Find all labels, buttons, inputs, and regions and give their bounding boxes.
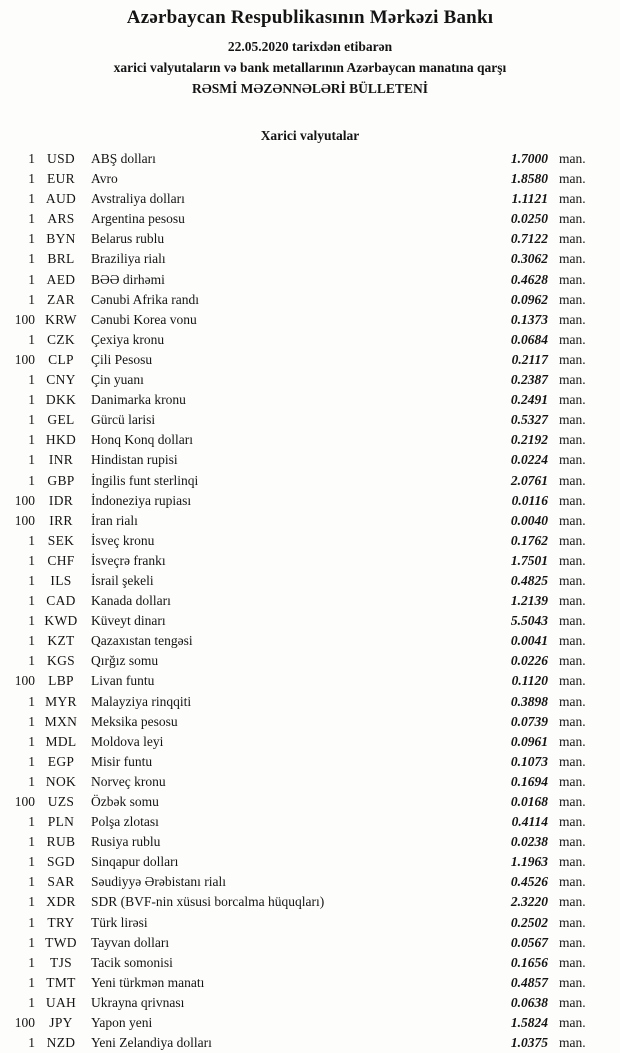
currency-name-cell: ABŞ dolları — [91, 151, 156, 166]
rate-value-cell: 0.1073 — [510, 753, 548, 769]
unit-label-cell: man. — [559, 974, 586, 990]
currency-name-cell: Çin yuanı — [91, 372, 144, 388]
unit-label-cell: man. — [559, 713, 586, 729]
unit-label-cell: man. — [559, 894, 586, 910]
currency-code-cell: LBP — [48, 673, 74, 689]
rate-value-cell: 0.0962 — [510, 291, 548, 307]
currency-code-cell: SEK — [47, 532, 75, 548]
unit-label-cell: man. — [559, 412, 586, 428]
currency-code-cell: NZD — [46, 1035, 76, 1051]
bank-title: Azərbaycan Respublikasının Mərkəzi Bankı — [126, 7, 494, 28]
rate-value-cell: 1.7501 — [510, 552, 548, 568]
quantity-cell: 1 — [28, 572, 35, 588]
currency-name-cell: Səudiyyə Ərəbistanı rialı — [91, 874, 226, 890]
quantity-cell: 1 — [28, 171, 35, 187]
quantity-cell: 1 — [28, 372, 35, 388]
unit-label-cell: man. — [559, 613, 586, 629]
currency-name-cell: Danimarka kronu — [91, 392, 186, 408]
currency-code-cell: MYR — [45, 693, 77, 709]
currency-name-cell: Çexiya kronu — [91, 331, 165, 347]
unit-label-cell: man. — [559, 593, 586, 609]
table-row — [0, 591, 620, 611]
currency-name-cell: Küveyt dinarı — [91, 613, 166, 629]
currency-code-cell: CZK — [47, 331, 75, 347]
quantity-cell: 1 — [28, 713, 35, 729]
section-title-foreign-currencies: Xarici valyutalar — [260, 128, 360, 143]
quantity-cell: 1 — [28, 392, 35, 408]
quantity-cell: 100 — [14, 1015, 35, 1031]
table-row — [0, 933, 620, 953]
unit-label-cell: man. — [559, 512, 586, 528]
unit-label-cell: man. — [559, 432, 586, 448]
currency-name-cell: Avstraliya dolları — [91, 191, 185, 207]
currency-code-cell: BRL — [47, 251, 75, 267]
rate-value-cell: 0.4526 — [510, 874, 548, 890]
table-row — [0, 651, 620, 671]
currency-name-cell: İndoneziya rupiası — [91, 492, 192, 508]
currency-code-cell: TMT — [46, 974, 76, 990]
currency-code-cell: AUD — [45, 191, 77, 207]
unit-label-cell: man. — [559, 291, 586, 307]
currency-code-cell: DKK — [45, 392, 77, 408]
currency-name-cell: Çili Pesosu — [91, 351, 153, 367]
currency-code-cell: CLP — [48, 351, 74, 367]
quantity-cell: 1 — [28, 854, 35, 870]
rate-value-cell: 1.0375 — [510, 1035, 548, 1051]
table-row — [0, 249, 620, 269]
unit-label-cell: man. — [559, 271, 586, 287]
unit-label-cell: man. — [559, 251, 586, 267]
table-row — [0, 491, 620, 511]
rate-value-cell: 0.2491 — [510, 392, 548, 408]
currency-name-cell: Hindistan rupisi — [91, 452, 178, 468]
table-row — [0, 993, 620, 1013]
table-row — [0, 410, 620, 430]
quantity-cell: 1 — [28, 432, 35, 448]
quantity-cell: 1 — [28, 914, 35, 930]
currency-code-cell: GEL — [47, 412, 75, 428]
currency-code-cell: INR — [48, 452, 74, 468]
rate-value-cell: 0.0041 — [510, 633, 548, 649]
rate-value-cell: 0.0250 — [510, 211, 548, 227]
quantity-cell: 1 — [28, 472, 35, 488]
currency-name-cell: Norveç kronu — [91, 773, 166, 789]
table-row — [0, 732, 620, 752]
table-row — [0, 551, 620, 571]
rate-value-cell: 0.0224 — [510, 452, 548, 468]
unit-label-cell: man. — [559, 814, 586, 830]
quantity-cell: 1 — [28, 894, 35, 910]
currency-code-cell: CNY — [46, 372, 76, 388]
quantity-cell: 100 — [14, 794, 35, 809]
table-row — [0, 812, 620, 832]
table-row — [0, 872, 620, 892]
rate-value-cell: 1.1963 — [510, 854, 548, 870]
currency-name-cell: Yeni Zelandiya dolları — [91, 1035, 212, 1051]
currency-code-cell: ILS — [50, 572, 72, 588]
unit-label-cell: man. — [559, 372, 586, 388]
unit-label-cell: man. — [559, 452, 586, 468]
unit-label-cell: man. — [559, 151, 586, 166]
unit-label-cell: man. — [559, 954, 586, 970]
currency-name-cell: Polşa zlotası — [91, 814, 159, 830]
bulletin-title-line: RƏSMİ MƏZƏNNƏLƏRİ BÜLLETENİ — [192, 81, 428, 96]
currency-code-cell: TRY — [47, 914, 75, 930]
unit-label-cell: man. — [559, 673, 586, 689]
rate-value-cell: 0.3062 — [510, 251, 548, 267]
rate-value-cell: 0.2192 — [510, 432, 548, 448]
table-row — [0, 832, 620, 852]
unit-label-cell: man. — [559, 171, 586, 187]
rate-value-cell: 0.7122 — [510, 231, 548, 247]
table-row — [0, 390, 620, 410]
currency-name-cell: Cənubi Afrika randı — [91, 291, 199, 307]
table-row — [0, 792, 620, 812]
quantity-cell: 1 — [28, 613, 35, 629]
unit-label-cell: man. — [559, 572, 586, 588]
currency-code-cell: NOK — [45, 773, 77, 789]
quantity-cell: 1 — [28, 151, 35, 166]
rate-value-cell: 0.4628 — [510, 271, 548, 287]
currency-name-cell: Belarus rublu — [91, 231, 165, 247]
table-row — [0, 149, 620, 169]
currency-name-cell: İngilis funt sterlinqi — [91, 472, 199, 488]
quantity-cell: 1 — [28, 271, 35, 287]
currency-code-cell: RUB — [46, 834, 76, 850]
currency-name-cell: Cənubi Korea vonu — [91, 311, 197, 327]
exchange-rates-table — [0, 149, 620, 1053]
unit-label-cell: man. — [559, 472, 586, 488]
table-row — [0, 1013, 620, 1033]
currency-name-cell: Braziliya rialı — [91, 251, 166, 267]
table-row — [0, 611, 620, 631]
unit-label-cell: man. — [559, 794, 586, 809]
quantity-cell: 1 — [28, 211, 35, 227]
rate-value-cell: 2.3220 — [510, 894, 548, 910]
table-row — [0, 209, 620, 229]
quantity-cell: 1 — [28, 814, 35, 830]
rate-value-cell: 0.1120 — [511, 673, 548, 689]
rate-value-cell: 0.0226 — [510, 653, 548, 669]
currency-code-cell: BYN — [46, 231, 76, 247]
rate-value-cell: 0.1762 — [510, 532, 548, 548]
unit-label-cell: man. — [559, 934, 586, 950]
rate-value-cell: 0.0638 — [510, 994, 548, 1010]
quantity-cell: 1 — [28, 1035, 35, 1051]
currency-name-cell: Rusiya rublu — [91, 834, 161, 850]
rate-value-cell: 0.0238 — [510, 834, 548, 850]
table-row — [0, 169, 620, 189]
quantity-cell: 1 — [28, 753, 35, 769]
quantity-cell: 1 — [28, 331, 35, 347]
table-row — [0, 430, 620, 450]
currency-name-cell: İsveç kronu — [91, 532, 155, 548]
quantity-cell: 1 — [28, 934, 35, 950]
rate-value-cell: 0.4857 — [510, 974, 548, 990]
currency-name-cell: İran rialı — [91, 512, 138, 528]
rate-value-cell: 0.0684 — [510, 331, 548, 347]
currency-code-cell: ARS — [47, 211, 75, 227]
rate-value-cell: 1.7000 — [510, 151, 548, 166]
currency-code-cell: KWD — [44, 613, 78, 629]
currency-code-cell: KZT — [47, 633, 75, 649]
table-row — [0, 531, 620, 551]
currency-code-cell: TWD — [45, 934, 77, 950]
currency-code-cell: IDR — [48, 492, 74, 508]
currency-code-cell: GBP — [47, 472, 75, 488]
rate-value-cell: 0.0567 — [510, 934, 548, 950]
table-row — [0, 370, 620, 390]
table-row — [0, 892, 620, 912]
unit-label-cell: man. — [559, 1015, 586, 1031]
unit-label-cell: man. — [559, 211, 586, 227]
rate-value-cell: 0.0116 — [511, 492, 548, 508]
rate-value-cell: 1.2139 — [510, 593, 548, 609]
currency-name-cell: Meksika pesosu — [91, 713, 178, 729]
currency-code-cell: USD — [47, 151, 75, 166]
table-row — [0, 571, 620, 591]
table-row — [0, 692, 620, 712]
quantity-cell: 1 — [28, 452, 35, 468]
unit-label-cell: man. — [559, 994, 586, 1010]
table-row — [0, 270, 620, 290]
effective-date-line: 22.05.2020 tarixdən etibarən — [227, 39, 393, 54]
rate-value-cell: 0.4825 — [510, 572, 548, 588]
currency-code-cell: EGP — [47, 753, 75, 769]
unit-label-cell: man. — [559, 733, 586, 749]
table-row — [0, 290, 620, 310]
unit-label-cell: man. — [559, 653, 586, 669]
table-row — [0, 450, 620, 470]
quantity-cell: 1 — [28, 532, 35, 548]
currency-name-cell: Malayziya rinqqiti — [91, 693, 192, 709]
unit-label-cell: man. — [559, 874, 586, 890]
quantity-cell: 100 — [14, 512, 35, 528]
currency-name-cell: Özbək somu — [91, 794, 159, 809]
quantity-cell: 1 — [28, 834, 35, 850]
currency-code-cell: XDR — [46, 894, 76, 910]
rate-value-cell: 0.4114 — [511, 814, 548, 830]
currency-name-cell: Türk lirəsi — [91, 914, 148, 930]
quantity-cell: 1 — [28, 773, 35, 789]
unit-label-cell: man. — [559, 1035, 586, 1051]
currency-name-cell: Kanada dolları — [91, 593, 171, 609]
table-row — [0, 772, 620, 792]
currency-code-cell: MDL — [45, 733, 77, 749]
currency-name-cell: Moldova leyi — [91, 733, 164, 749]
quantity-cell: 1 — [28, 231, 35, 247]
table-row — [0, 189, 620, 209]
rate-value-cell: 1.5824 — [510, 1015, 548, 1031]
unit-label-cell: man. — [559, 633, 586, 649]
unit-label-cell: man. — [559, 693, 586, 709]
rate-value-cell: 0.1656 — [510, 954, 548, 970]
rate-value-cell: 0.0961 — [510, 733, 548, 749]
currency-code-cell: SGD — [47, 854, 75, 870]
quantity-cell: 100 — [14, 311, 35, 327]
table-row — [0, 973, 620, 993]
quantity-cell: 100 — [14, 492, 35, 508]
table-row — [0, 330, 620, 350]
table-row — [0, 712, 620, 732]
currency-name-cell: Sinqapur dolları — [91, 854, 179, 870]
rate-value-cell: 0.2502 — [510, 914, 548, 930]
currency-name-cell: Misir funtu — [91, 753, 153, 769]
table-row — [0, 752, 620, 772]
quantity-cell: 1 — [28, 251, 35, 267]
currency-name-cell: Argentina pesosu — [91, 211, 185, 227]
quantity-cell: 1 — [28, 994, 35, 1010]
quantity-cell: 100 — [14, 351, 35, 367]
quantity-cell: 1 — [28, 733, 35, 749]
currency-name-cell: Tacik somonisi — [91, 954, 173, 970]
table-row — [0, 229, 620, 249]
quantity-cell: 1 — [28, 552, 35, 568]
unit-label-cell: man. — [559, 231, 586, 247]
unit-label-cell: man. — [559, 311, 586, 327]
unit-label-cell: man. — [559, 532, 586, 548]
currency-code-cell: SAR — [47, 874, 75, 890]
currency-code-cell: ZAR — [47, 291, 75, 307]
currency-name-cell: İsrail şekeli — [91, 572, 154, 588]
currency-code-cell: CAD — [46, 593, 76, 609]
quantity-cell: 1 — [28, 954, 35, 970]
currency-code-cell: KGS — [47, 653, 75, 669]
currency-name-cell: BƏƏ dirhəmi — [91, 271, 165, 287]
currency-code-cell: IRR — [49, 512, 73, 528]
quantity-cell: 1 — [28, 974, 35, 990]
rate-value-cell: 1.1121 — [511, 191, 548, 207]
unit-label-cell: man. — [559, 492, 586, 508]
rate-value-cell: 0.5327 — [510, 412, 548, 428]
rate-value-cell: 0.1694 — [510, 773, 548, 789]
unit-label-cell: man. — [559, 914, 586, 930]
table-row — [0, 1033, 620, 1053]
unit-label-cell: man. — [559, 191, 586, 207]
currency-code-cell: HKD — [45, 432, 77, 448]
rate-value-cell: 1.8580 — [510, 171, 548, 187]
rate-value-cell: 5.5043 — [510, 613, 548, 629]
currency-code-cell: CHF — [47, 552, 75, 568]
currency-code-cell: UAH — [45, 994, 77, 1010]
subtitle-line: xarici valyutaların və bank metallarının Azərbaycan manatına qarşı — [113, 60, 507, 75]
unit-label-cell: man. — [559, 331, 586, 347]
unit-label-cell: man. — [559, 773, 586, 789]
quantity-cell: 100 — [14, 673, 35, 689]
table-row — [0, 671, 620, 691]
currency-code-cell: MXN — [44, 713, 78, 729]
rate-value-cell: 0.2117 — [511, 351, 548, 367]
quantity-cell: 1 — [28, 653, 35, 669]
unit-label-cell: man. — [559, 834, 586, 850]
table-row — [0, 913, 620, 933]
table-row — [0, 471, 620, 491]
currency-name-cell: Yeni türkmən manatı — [91, 974, 205, 990]
rate-value-cell: 0.1373 — [510, 311, 548, 327]
rate-value-cell: 0.3898 — [510, 693, 548, 709]
currency-name-cell: Gürcü larisi — [91, 412, 156, 428]
currency-name-cell: Livan funtu — [91, 673, 155, 689]
currency-code-cell: TJS — [50, 954, 72, 970]
quantity-cell: 1 — [28, 191, 35, 207]
quantity-cell: 1 — [28, 412, 35, 428]
currency-name-cell: Avro — [91, 171, 118, 187]
quantity-cell: 1 — [28, 693, 35, 709]
rate-value-cell: 0.2387 — [510, 372, 548, 388]
document-header — [0, 7, 620, 99]
quantity-cell: 1 — [28, 633, 35, 649]
table-row — [0, 852, 620, 872]
table-row — [0, 350, 620, 370]
currency-name-cell: Ukrayna qrivnası — [91, 994, 185, 1010]
quantity-cell: 1 — [28, 874, 35, 890]
unit-label-cell: man. — [559, 392, 586, 408]
rate-value-cell: 0.0040 — [510, 512, 548, 528]
currency-name-cell: Honq Konq dolları — [91, 432, 193, 448]
table-row — [0, 511, 620, 531]
rate-value-cell: 0.0168 — [510, 794, 548, 809]
rate-value-cell: 2.0761 — [510, 472, 548, 488]
quantity-cell: 1 — [28, 291, 35, 307]
table-row — [0, 310, 620, 330]
currency-code-cell: JPY — [49, 1015, 73, 1031]
currency-code-cell: UZS — [47, 794, 75, 809]
table-row — [0, 631, 620, 651]
quantity-cell: 1 — [28, 593, 35, 609]
currency-code-cell: EUR — [47, 171, 75, 187]
unit-label-cell: man. — [559, 351, 586, 367]
currency-code-cell: KRW — [45, 311, 77, 327]
unit-label-cell: man. — [559, 854, 586, 870]
table-row — [0, 953, 620, 973]
currency-code-cell: AED — [46, 271, 76, 287]
currency-name-cell: Tayvan dolları — [91, 934, 170, 950]
currency-name-cell: SDR (BVF-nin xüsusi borcalma hüquqları) — [91, 894, 325, 910]
currency-name-cell: İsveçrə frankı — [91, 552, 166, 568]
unit-label-cell: man. — [559, 552, 586, 568]
currency-name-cell: Yapon yeni — [91, 1015, 153, 1031]
rate-value-cell: 0.0739 — [510, 713, 548, 729]
currency-name-cell: Qırğız somu — [91, 653, 159, 669]
currency-name-cell: Qazaxıstan tengəsi — [91, 633, 193, 649]
unit-label-cell: man. — [559, 753, 586, 769]
currency-code-cell: PLN — [47, 814, 75, 830]
